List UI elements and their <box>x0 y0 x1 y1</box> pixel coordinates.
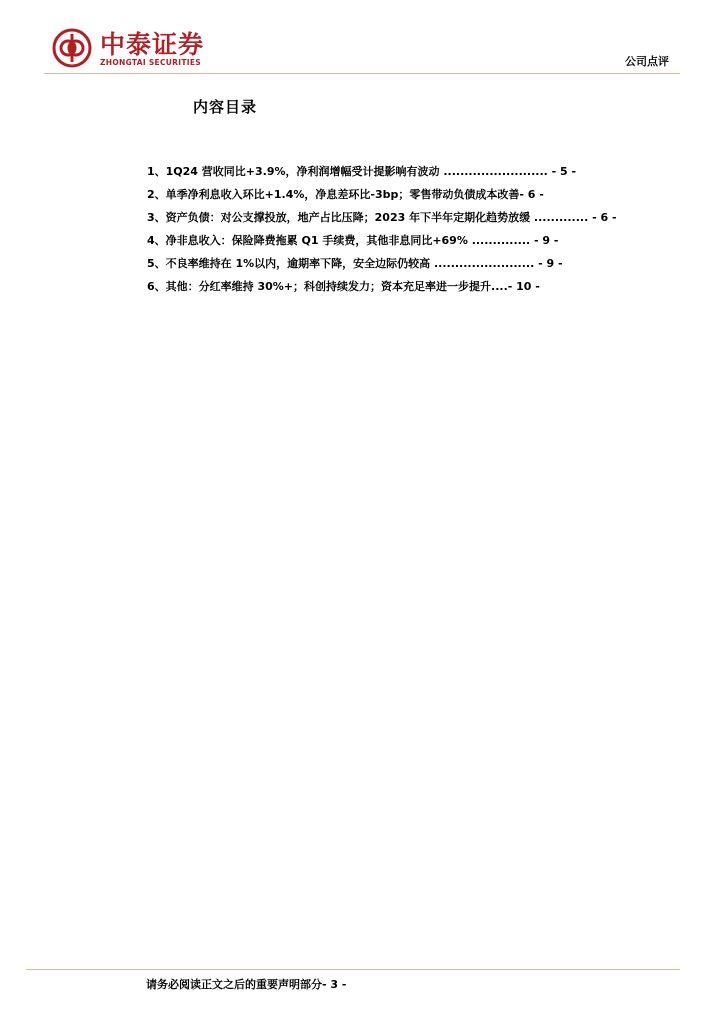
toc-item-3[interactable]: 3、资产负债：对公支撑投放，地产占比压降；2023 年下半年定期化趋势放缓 ............. - 6 - <box>147 211 617 224</box>
document-type-label: 公司点评 <box>625 55 669 68</box>
toc-list <box>147 160 617 298</box>
footer-disclaimer: 请务必阅读正文之后的重要声明部分- 3 - <box>146 978 347 991</box>
toc-item-5[interactable]: 5、不良率维持在 1%以内，逾期率下降，安全边际仍较高 ........................ - 9 - <box>147 257 563 270</box>
company-logo <box>52 28 232 72</box>
toc-item-4[interactable]: 4、净非息收入：保险降费拖累 Q1 手续费，其他非息同比+69% .............. - 9 - <box>147 234 559 247</box>
toc-item-1[interactable]: 1、1Q24 营收同比+3.9%，净利润增幅受计提影响有波动 ......................... - 5 - <box>147 165 577 178</box>
logo-text: 中泰证券 <box>100 30 205 59</box>
toc-title: 内容目录 <box>193 98 258 116</box>
header-divider <box>44 73 680 74</box>
toc-item-2[interactable]: 2、单季净利息收入环比+1.4%，净息差环比-3bp；零售带动负债成本改善- 6 - <box>147 188 544 201</box>
footer-divider <box>26 969 680 970</box>
logo-subtext: ZHONGTAI SECURITIES <box>100 58 201 67</box>
toc-item-6[interactable]: 6、其他：分红率维持 30%+；科创持续发力；资本充足率进一步提升....- 10 - <box>147 280 540 293</box>
zhongtai-logo-icon <box>52 28 92 68</box>
